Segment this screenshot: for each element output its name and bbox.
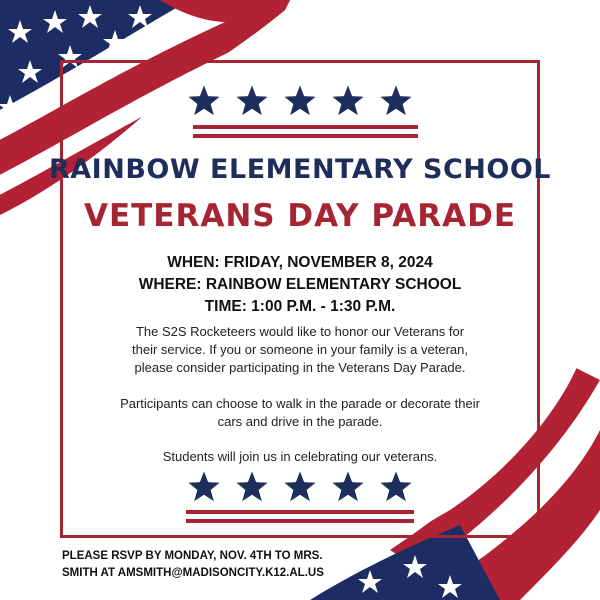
event-location: WHERE: RAINBOW ELEMENTARY SCHOOL — [138, 276, 462, 293]
star-icon — [331, 84, 365, 118]
star-icon — [187, 84, 221, 118]
star-icon — [283, 470, 317, 504]
students-paragraph: Students will join us in celebrating our veterans. — [162, 449, 438, 464]
event-date: WHEN: FRIDAY, NOVEMBER 8, 2024 — [167, 254, 433, 271]
star-icon — [379, 84, 413, 118]
star-icon — [235, 470, 269, 504]
star-icon — [379, 470, 413, 504]
star-icon — [331, 470, 365, 504]
bottom-star-row — [0, 470, 600, 504]
star-icon — [283, 84, 317, 118]
event-title: VETERANS DAY PARADE — [83, 198, 517, 234]
bottom-divider-line — [186, 510, 414, 514]
school-name: RAINBOW ELEMENTARY SCHOOL — [49, 154, 551, 185]
star-icon — [187, 470, 221, 504]
star-icon — [235, 84, 269, 118]
top-divider-line — [193, 134, 418, 138]
rsvp-line: SMITH AT AMSMITH@MADISONCITY.K12.AL.US — [62, 567, 324, 579]
rsvp-line: PLEASE RSVP BY MONDAY, NOV. 4TH TO MRS. — [62, 550, 323, 562]
honor-paragraph: The S2S Rocketeers would like to honor our Veterans for their service. If you or someone in your family is a veteran, please consider participating in the Veterans Day Parade. — [132, 324, 468, 375]
event-time: TIME: 1:00 P.M. - 1:30 P.M. — [204, 298, 396, 315]
top-star-row — [0, 84, 600, 118]
rsvp-notice — [62, 548, 352, 582]
top-divider-line — [193, 125, 418, 129]
participants-paragraph: Participants can choose to walk in the parade or decorate their cars and drive in the parade. — [120, 396, 480, 429]
bottom-divider-line — [186, 519, 414, 523]
